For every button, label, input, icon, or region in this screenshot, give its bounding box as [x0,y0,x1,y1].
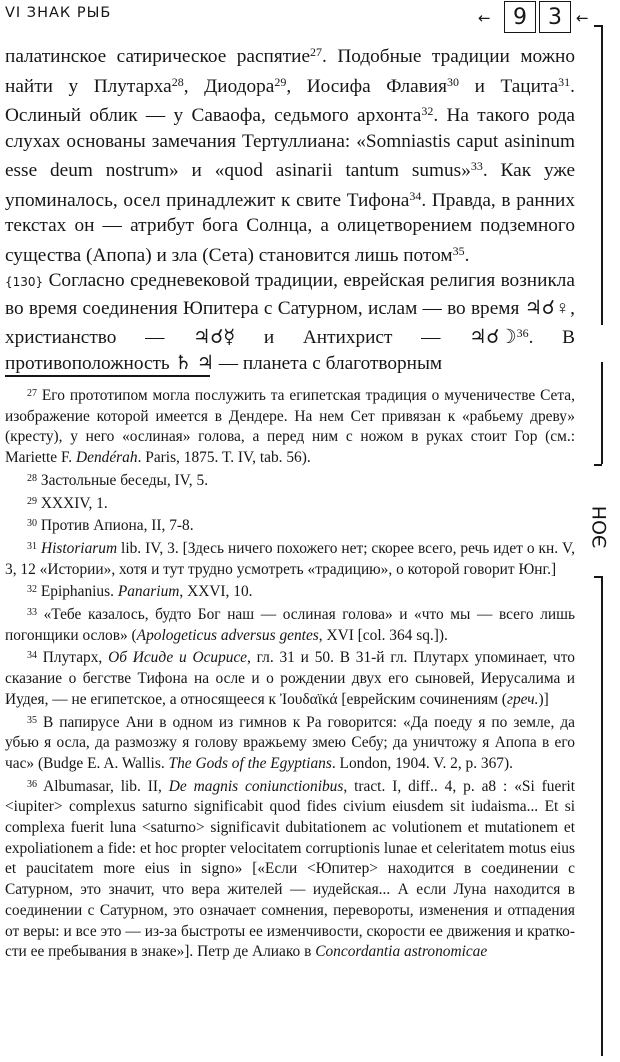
footnote-ref[interactable]: 28 [171,74,184,89]
text-run: , Иосифа Флавия [286,75,447,97]
margin-rule [601,25,603,325]
left-arrow-icon: ← [478,9,491,27]
footnote-33 [5,603,575,646]
margin-tick [594,25,602,27]
footnote-number: 33 [27,607,37,619]
margin-tick [594,464,602,466]
italic-run: The Gods of the Egyptians [168,754,332,772]
side-chapter-label [588,505,612,549]
footnotes [5,384,575,963]
footnote-number: 34 [27,650,37,662]
text-run: XXXIV, 1. [40,494,108,512]
text-run: Застольные беседы, IV, 5. [40,471,209,489]
footnote-28 [5,469,575,492]
text-run: Epiphanius. [40,583,118,601]
paragraph-1 [5,40,575,268]
footnote-number: 27 [27,388,37,399]
text-run: Albumasar, lib. II, [43,777,169,795]
text-run: , гл. 31 и 50. В 31-й гл. Плутарх упоминает, что сказание о бегстве Тифона на осле и о рождении двух его сыновей, Иерусалима и Иудея, — не египетское, а относящееся к Ἰουδαϊκά [еврейским сочинениям ( [5,649,575,708]
footnote-32 [5,580,575,603]
footnote-number: 28 [27,472,37,484]
text-run: палатинское сатирическое распятие [5,46,311,67]
page-number-digit: 3 [539,1,571,33]
italic-run: Historiarum [40,539,118,557]
side-label-text: ЭОН [589,505,611,549]
footnote-34 [5,646,575,710]
footnote-ref[interactable]: 34 [409,188,422,203]
text-run: , tract. I, diff.. 4, p. a8 : «Si fuerit <iupiter> complexus saturno significabit quod fides civium eiusdem sit iudaisma... Et si complexa fuerit luna <saturno> significavit dubitationem ac volutionem et mutationem et expoliationem a fide: et hoc propter velocitatem corruptionis lunae et celeritatem motus eius et paucitatem more eius in signo» [«Если <Юпитер> находится в соединении с Сатурном, это значит, что вера жителей — иудейская... А если Луна находится в соединении с Сатурном, это означает сомнения, перевороты, изменения и отпадения от веры: и все это — из-за быстроты ее изменчивости, скорости ее движения и краткости ее пребывания в знаке»]. Петр де Алиако в [5,777,576,961]
footnote-ref[interactable]: 35 [452,243,465,258]
margin-tick [594,576,602,578]
text-run: . London, 1904. V. 2, p. 367). [331,754,513,772]
text-run: , XVI [col. 364 sq.]). [318,626,448,644]
footnote-27 [5,384,575,469]
footnote-ref[interactable]: 31 [558,74,571,89]
text-run: . [464,244,470,266]
footnote-31 [5,537,575,580]
page-number-digit: 9 [504,1,536,33]
footnote-number: 35 [27,714,37,726]
footnote-ref[interactable]: 27 [310,45,323,59]
text-run: Его прототипом могла послужить та египетская традиция о мученичестве Сета, изображение которой имеется в Дендере. На нем Сет привязан к «рабьему древу» (кресту), у него «ослиная» голова, а перед ним с ножом в руках стоит Гор (см.: Mariette F. [5,387,575,467]
footnote-number: 29 [27,495,37,507]
text-run: . Правда, в ранних текстах он — атрибут бога Солнца, а олицетворением подземного существа (Апопа) и зла (Сета) становится лишь потом [5,189,575,266]
footnote-ref[interactable]: 29 [274,74,287,89]
text-run: Плутарх, [42,649,109,667]
text-run: . Ослиный облик — у Саваофа, седьмого архонта [5,75,575,126]
margin-rule [601,362,603,464]
footnote-35 [5,711,575,775]
text-run: . Подобные традиции можно найти у Плутарха [5,46,575,97]
italic-run: греч. [506,690,539,708]
footnote-number: 36 [27,778,37,790]
margin-rule [601,576,603,1056]
footnote-ref[interactable]: 30 [447,74,459,89]
footnote-ref[interactable]: 36 [516,326,529,340]
footnote-number: 31 [27,540,37,552]
text-run: и Тацита [459,75,559,97]
italic-run: De magnis coniunctionibus [168,777,344,795]
footnote-29 [5,492,575,515]
text-run: lib. IV, 3. [Здесь ничего похожего нет; скорее всего, речь идет о кн. V, 3, 12 «Истории», хотя и тут трудно усмотреть «традицию», о которой говорит Юнг.] [5,539,575,578]
footnote-number: 30 [27,518,37,530]
footnote-ref[interactable]: 33 [470,159,483,173]
italic-run: Об Исиде и Осирисе [108,649,247,667]
footnote-number: 32 [27,584,37,596]
text-run: , XXVI, 10. [179,583,253,601]
text-run: Против Апиона, II, 7-8. [40,517,194,535]
main-text [5,40,575,376]
italic-run: Dendérah [76,449,138,467]
text-run: . В противоположность ♄ ♃ — планета с благотворным [5,327,575,374]
text-run: )] [538,690,549,708]
footnote-36 [5,775,575,963]
italic-run: Concordantia astronomicae [315,943,488,961]
text-run: . Как уже упоминалось, осел принадлежит к свите Тифона [5,160,576,211]
italic-run: Panarium [117,583,180,601]
right-arrow-icon: ← [576,9,589,27]
italic-run: Apologeticus adversus gentes [136,626,319,644]
text-run: Согласно средневековой традиции, еврейская религия возникла во время соединения Юпитера с Сатурном, ислам — во время ♃☌♀, христианство — ♃☌☿ и Антихрист — ♃☌☽ [5,270,575,348]
paragraph-2 [5,268,575,376]
paragraph-number: {130} [5,275,44,289]
text-run: , Диодора [183,75,275,97]
footnote-separator [5,375,210,377]
text-run: . На такого рода слухах основаны замечания Тертуллиана: «Somniastis caput asininum esse deum nostrum» и «quod asinarii tantum sumus» [5,105,575,181]
footnote-ref[interactable]: 32 [421,104,434,118]
running-title: VI ЗНАК РЫБ [5,5,112,21]
text-run: «Тебе казалось, будто Бог наш — ослиная голова» и «что мы — всего лишь погонщики ослов» ( [5,606,575,644]
footnote-30 [5,514,575,537]
text-run: . Paris, 1875. T. IV, tab. 56). [137,449,311,467]
text-run: В папирусе Ани в одном из гимнов к Ра говорится: «Да поеду я по земле, да убью я осла, да размозжу я голову вражьему змею Себу; да уничтожу я Апопа в его час» (Budge E. A. Wallis. [5,713,575,772]
